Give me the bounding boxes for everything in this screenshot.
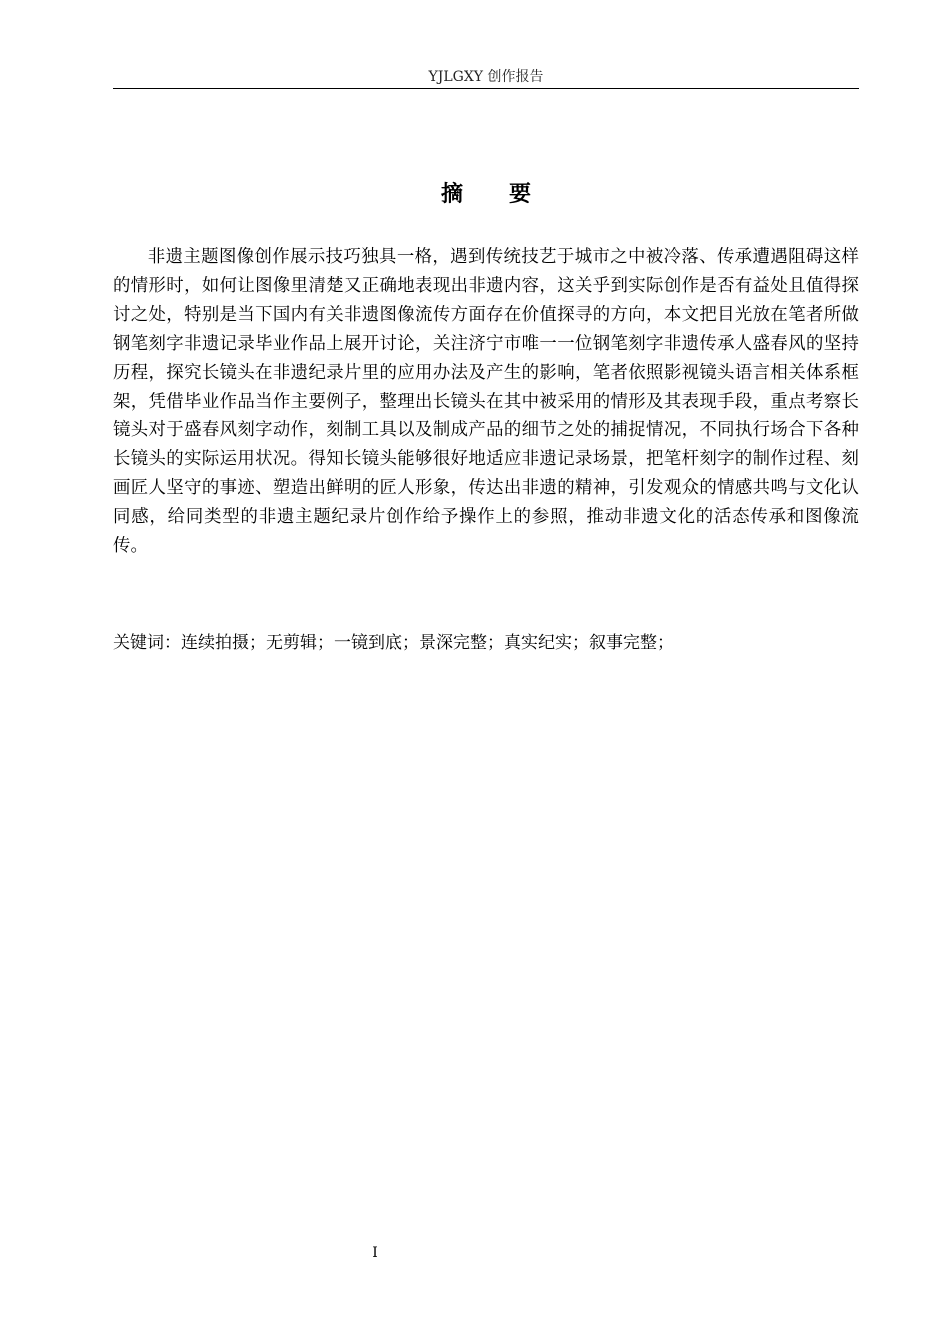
- keywords-label: 关键词：: [113, 633, 181, 653]
- title-char-right: 要: [509, 182, 532, 207]
- keywords-list: 连续拍摄；无剪辑；一镜到底；景深完整；真实纪实；叙事完整；: [181, 633, 674, 653]
- abstract-body: 非遗主题图像创作展示技巧独具一格，遇到传统技艺于城市之中被冷落、传承遭遇阻碍这样的情形时，如何让图像里清楚又正确地表现出非遗内容，这关乎到实际创作是否有益处且值得探讨之处，特别是当下国内有关非遗图像流传方面存在价值探寻的方向，本文把目光放在笔者所做钢笔刻字非遗记录毕业作品上展开讨论，关注济宁市唯一一位钢笔刻字非遗传承人盛春风的坚持历程，探究长镜头在非遗纪录片里的应用办法及产生的影响，笔者依照影视镜头语言相关体系框架，凭借毕业作品当作主要例子，整理出长镜头在其中被采用的情形及其表现手段，重点考察长镜头对于盛春风刻字动作，刻制工具以及制成产品的细节之处的捕捉情况，不同执行场合下各种长镜头的实际运用状况。得知长镜头能够很好地适应非遗记录场景，把笔杆刻字的制作过程、刻画匠人坚守的事迹、塑造出鲜明的匠人形象，传达出非遗的精神，引发观众的情感共鸣与文化认同感，给同类型的非遗主题纪录片创作给予操作上的参照，推动非遗文化的活态传承和图像流传。: [113, 247, 859, 557]
- page-number: I: [372, 1245, 378, 1261]
- running-header: YJLGXY 创作报告: [428, 69, 544, 85]
- header-divider: [113, 88, 859, 89]
- keywords-line: [113, 629, 859, 657]
- abstract-title: [113, 178, 859, 212]
- title-char-left: 摘: [440, 182, 463, 207]
